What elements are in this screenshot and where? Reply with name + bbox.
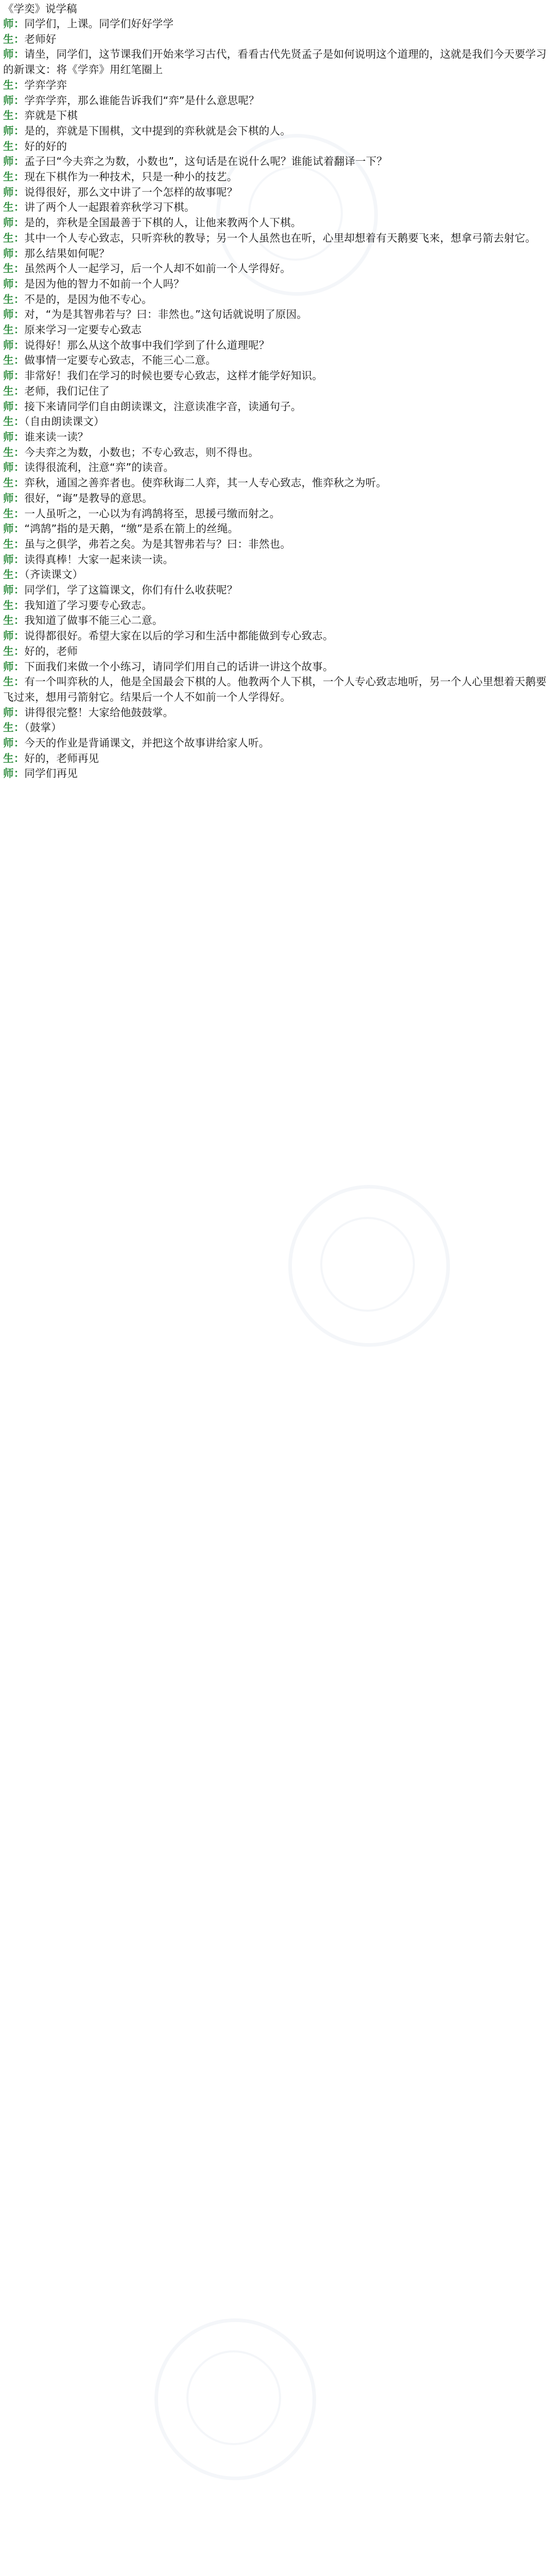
dialogue-text: 今夫弈之为数，小数也；不专心致志，则不得也。 — [24, 446, 259, 459]
dialogue-line — [3, 231, 553, 246]
student-speaker-label: 生： — [3, 415, 25, 428]
dialogue-line — [3, 720, 553, 736]
teacher-speaker-label: 师： — [3, 461, 25, 474]
dialogue-text: 读得真棒！大家一起来读一读。 — [24, 553, 174, 566]
student-speaker-label: 生： — [3, 109, 25, 122]
dialogue-text: 请坐，同学们，这节课我们开始来学习古代，看看古代先贤孟子是如何说明这个道理的，这就是我们今天要学习的新课文：将《学弈》用红笔圈上 — [3, 48, 547, 76]
dialogue-text: 同学们再见 — [24, 767, 78, 780]
dialogue-line — [3, 307, 553, 323]
student-speaker-label: 生： — [3, 477, 25, 489]
dialogue-text: 原来学习一定要专心致志 — [24, 324, 142, 336]
student-speaker-label: 生： — [3, 354, 25, 367]
student-speaker-label: 生： — [3, 78, 25, 91]
student-speaker-label: 生： — [3, 614, 25, 627]
dialogue-text: 我知道了做事不能三心二意。 — [24, 614, 163, 627]
student-speaker-label: 生： — [3, 599, 25, 612]
student-speaker-label: 生： — [3, 171, 25, 183]
teacher-speaker-label: 师： — [3, 185, 25, 198]
student-speaker-label: 生： — [3, 721, 25, 734]
dialogue-line — [3, 766, 553, 782]
dialogue-text: （鼓掌） — [24, 721, 62, 734]
dialogue-body — [3, 16, 553, 782]
dialogue-line — [3, 736, 553, 751]
dialogue-line — [3, 751, 553, 767]
dialogue-line — [3, 185, 553, 200]
dialogue-line — [3, 78, 553, 93]
teacher-speaker-label: 师： — [3, 247, 25, 260]
teacher-speaker-label: 师： — [3, 660, 25, 673]
teacher-speaker-label: 师： — [3, 277, 25, 290]
dialogue-line — [3, 108, 553, 124]
dialogue-text: 读得很流利，注意“弈”的读音。 — [24, 461, 175, 474]
dialogue-text: 是因为他的智力不如前一个人吗？ — [24, 277, 184, 290]
student-speaker-label: 生： — [3, 231, 25, 244]
dialogue-text: 说得很好，那么文中讲了一个怎样的故事呢？ — [24, 185, 238, 198]
dialogue-line — [3, 613, 553, 629]
dialogue-line — [3, 215, 553, 231]
dialogue-line — [3, 16, 553, 32]
dialogue-line — [3, 506, 553, 522]
dialogue-text: “鸿鹄”指的是天鹅，“缴”是系在箭上的丝绳。 — [24, 522, 239, 535]
dialogue-text: 有一个叫弈秋的人，他是全国最会下棋的人。他教两个人下棋，一个人专心致志地听，另一个人心里想着天鹅要飞过来，想用弓箭射它。结果后一个人不如前一个人学得好。 — [3, 675, 547, 703]
student-speaker-label: 生： — [3, 262, 25, 275]
dialogue-text: 不是的，是因为他不专心。 — [24, 293, 152, 306]
teacher-speaker-label: 师： — [3, 630, 25, 642]
student-speaker-label: 生： — [3, 537, 25, 550]
dialogue-text: 讲了两个人一起跟着弈秋学习下棋。 — [24, 201, 195, 214]
teacher-speaker-label: 师： — [3, 308, 25, 321]
dialogue-line — [3, 430, 553, 445]
dialogue-text: 对，“为是其智弗若与？曰：非然也。”这句话就说明了原因。 — [24, 308, 307, 321]
dialogue-line — [3, 674, 553, 705]
dialogue-text: 其中一个人专心致志，只听弈秋的教导；另一个人虽然也在听，心里却想着有天鹅要飞来，想拿弓箭去射它。 — [24, 231, 536, 244]
dialogue-text: 是的，弈就是下围棋，文中提到的弈秋就是会下棋的人。 — [24, 124, 291, 137]
dialogue-text: 学弈学弈，那么谁能告诉我们“弈”是什么意思呢？ — [24, 94, 259, 107]
dialogue-line — [3, 124, 553, 139]
dialogue-line — [3, 521, 553, 537]
teacher-speaker-label: 师： — [3, 94, 25, 107]
teacher-speaker-label: 师： — [3, 584, 25, 597]
dialogue-text: （齐读课文） — [24, 568, 83, 581]
dialogue-line — [3, 323, 553, 338]
dialogue-text: 弈秋，通国之善弈者也。使弈秋诲二人弈，其一人专心致志，惟弈秋之为听。 — [24, 477, 387, 489]
student-speaker-label: 生： — [3, 752, 25, 765]
dialogue-text: 接下来请同学们自由朗读课文，注意读准字音，读通句子。 — [24, 400, 302, 413]
dialogue-text: 老师好 — [24, 32, 57, 45]
dialogue-line — [3, 399, 553, 415]
dialogue-text: 同学们，学了这篇课文，你们有什么收获呢？ — [24, 584, 238, 597]
dialogue-line — [3, 552, 553, 568]
dialogue-text: 那么结果如何呢？ — [24, 247, 110, 260]
student-speaker-label: 生： — [3, 32, 25, 45]
dialogue-text: 同学们，上课。同学们好好学学 — [24, 18, 174, 30]
dialogue-line — [3, 93, 553, 109]
student-speaker-label: 生： — [3, 384, 25, 397]
student-speaker-label: 生： — [3, 568, 25, 581]
dialogue-line — [3, 460, 553, 476]
teacher-speaker-label: 师： — [3, 369, 25, 382]
dialogue-text: 说得都很好。希望大家在以后的学习和生活中都能做到专心致志。 — [24, 630, 334, 642]
dialogue-line — [3, 445, 553, 461]
teacher-speaker-label: 师： — [3, 492, 25, 504]
dialogue-line — [3, 629, 553, 644]
dialogue-line — [3, 47, 553, 77]
dialogue-text: 好的，老师再见 — [24, 752, 99, 765]
dialogue-text: 现在下棋作为一种技术，只是一种小的技艺。 — [24, 171, 238, 183]
dialogue-text: 是的，弈秋是全国最善于下棋的人，让他来教两个人下棋。 — [24, 216, 302, 229]
dialogue-text: 非常好！我们在学习的时候也要专心致志，这样才能学好知识。 — [24, 369, 323, 382]
student-speaker-label: 生： — [3, 675, 25, 688]
student-speaker-label: 生： — [3, 140, 25, 152]
student-speaker-label: 生： — [3, 201, 25, 214]
teacher-speaker-label: 师： — [3, 18, 25, 30]
dialogue-line — [3, 353, 553, 368]
dialogue-line — [3, 644, 553, 659]
dialogue-text: 说得好！那么从这个故事中我们学到了什么道理呢？ — [24, 338, 270, 351]
dialogue-line — [3, 414, 553, 430]
student-speaker-label: 生： — [3, 446, 25, 459]
dialogue-text: 学弈学弈 — [24, 78, 67, 91]
dialogue-line — [3, 567, 553, 583]
teacher-speaker-label: 师： — [3, 737, 25, 750]
dialogue-text: 今天的作业是背诵课文，并把这个故事讲给家人听。 — [24, 737, 270, 750]
dialogue-line — [3, 476, 553, 491]
student-speaker-label: 生： — [3, 507, 25, 520]
dialogue-line — [3, 32, 553, 47]
dialogue-line — [3, 705, 553, 721]
dialogue-text: 谁来读一读？ — [24, 430, 89, 443]
dialogue-text: 下面我们来做一个小练习，请同学们用自己的话讲一讲这个故事。 — [24, 660, 334, 673]
dialogue-line — [3, 246, 553, 262]
watermark-seal — [154, 2318, 316, 2480]
teacher-speaker-label: 师： — [3, 553, 25, 566]
dialogue-line — [3, 277, 553, 292]
student-speaker-label: 生： — [3, 645, 25, 657]
teacher-speaker-label: 师： — [3, 216, 25, 229]
teacher-speaker-label: 师： — [3, 430, 25, 443]
dialogue-line — [3, 659, 553, 675]
teacher-speaker-label: 师： — [3, 338, 25, 351]
dialogue-line — [3, 170, 553, 185]
dialogue-line — [3, 537, 553, 552]
student-speaker-label: 生： — [3, 293, 25, 306]
dialogue-line — [3, 491, 553, 506]
dialogue-line — [3, 261, 553, 277]
dialogue-text: 我知道了学习要专心致志。 — [24, 599, 152, 612]
dialogue-line — [3, 139, 553, 155]
dialogue-text: 很好，“诲”是教导的意思。 — [24, 492, 153, 504]
dialogue-line — [3, 154, 553, 170]
teacher-speaker-label: 师： — [3, 767, 25, 780]
dialogue-text: 一人虽听之，一心以为有鸿鹄将至，思援弓缴而射之。 — [24, 507, 281, 520]
dialogue-line — [3, 338, 553, 353]
dialogue-text: 做事情一定要专心致志，不能三心二意。 — [24, 354, 217, 367]
student-speaker-label: 生： — [3, 324, 25, 336]
dialogue-text: 好的，老师 — [24, 645, 78, 657]
teacher-speaker-label: 师： — [3, 124, 25, 137]
dialogue-line — [3, 292, 553, 308]
dialogue-line — [3, 368, 553, 384]
dialogue-line — [3, 200, 553, 215]
dialogue-line — [3, 598, 553, 614]
dialogue-text: 好的好的 — [24, 140, 67, 152]
dialogue-text: 弈就是下棋 — [24, 109, 78, 122]
dialogue-text: 虽然两个人一起学习，后一个人却不如前一个人学得好。 — [24, 262, 291, 275]
dialogue-text: 讲得很完整！大家给他鼓鼓掌。 — [24, 706, 174, 719]
teacher-speaker-label: 师： — [3, 522, 25, 535]
teacher-speaker-label: 师： — [3, 48, 25, 61]
document-title: 《学奕》说学稿 — [3, 3, 77, 15]
dialogue-line — [3, 583, 553, 598]
watermark-seal — [288, 1185, 450, 1347]
dialogue-text: 老师，我们记住了 — [24, 384, 110, 397]
dialogue-text: （自由朗读课文） — [24, 415, 105, 428]
dialogue-text: 孟子曰“今夫弈之为数，小数也”，这句话是在说什么呢？谁能试着翻译一下？ — [24, 155, 388, 168]
teacher-speaker-label: 师： — [3, 706, 25, 719]
dialogue-text: 虽与之俱学，弗若之矣。为是其智弗若与？曰：非然也。 — [24, 537, 291, 550]
teacher-speaker-label: 师： — [3, 155, 25, 168]
teacher-speaker-label: 师： — [3, 400, 25, 413]
dialogue-line — [3, 384, 553, 399]
